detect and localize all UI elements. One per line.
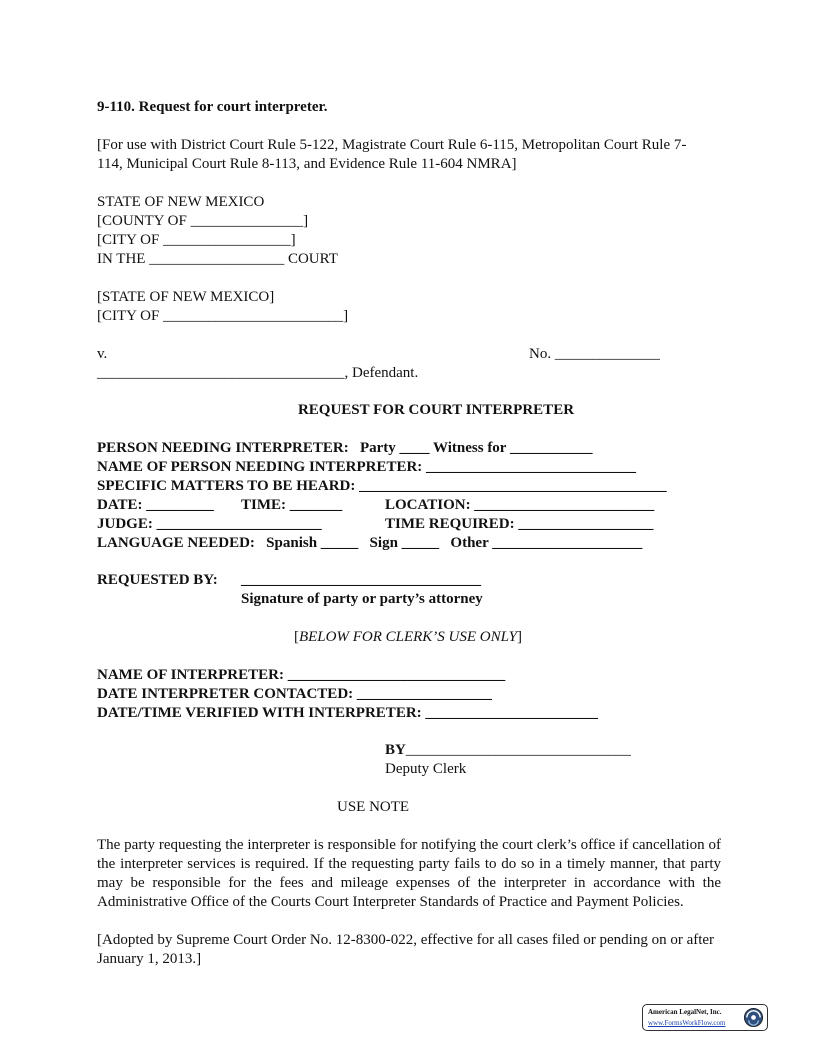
field-language-needed: LANGUAGE NEEDED: Spanish _____ Sign _____ Other ____________________ — [97, 535, 643, 551]
use-note-heading: USE NOTE — [337, 799, 410, 815]
clerk-field-date-contacted: DATE INTERPRETER CONTACTED: __________________ — [97, 686, 492, 702]
caption-plaintiff-state: [STATE OF NEW MEXICO] — [97, 289, 275, 305]
clerk-field-name-interpreter: NAME OF INTERPRETER: _____________________________ — [97, 667, 506, 683]
field-specific-matters: SPECIFIC MATTERS TO BE HEARD: _________________________________________ — [97, 478, 667, 494]
case-number: No. ______________ — [529, 346, 660, 362]
clerk-title: Deputy Clerk — [385, 761, 467, 777]
clerk-header-open: [ — [293, 629, 299, 645]
field-name-person: NAME OF PERSON NEEDING INTERPRETER: ____________________________ — [97, 459, 637, 475]
clerk-header-close: ] — [517, 629, 523, 645]
caption-state: STATE OF NEW MEXICO — [97, 194, 265, 210]
footer-badge[interactable] — [642, 1004, 768, 1031]
use-note-paragraph: The party requesting the interpreter is responsible for notifying the court clerk’s office if cancellation of the interpreter services is required. If the requesting party fails to do so in a timely manner, that party may be responsible for the fees and mileage expenses of the interpreter in accordance with the Administrative Office of the Courts Court Interpreter Standards of Practice and Payment Policies. — [97, 837, 721, 910]
caption-county: [COUNTY OF _______________] — [97, 213, 309, 229]
form-title: 9-110. Request for court interpreter. — [97, 99, 328, 115]
usage-note-line-1: [For use with District Court Rule 5-122, Magistrate Court Rule 6-115, Metropolitan Court Rule 7- — [97, 137, 687, 153]
requested-by-line: ________________________________ — [241, 572, 481, 588]
clerk-field-verified: DATE/TIME VERIFIED WITH INTERPRETER: _______________________ — [97, 705, 598, 721]
caption-plaintiff-city: [CITY OF ________________________] — [97, 308, 349, 324]
caption-city: [CITY OF _________________] — [97, 232, 296, 248]
clerk-use-header — [0, 628, 816, 647]
by-label: BY — [385, 742, 406, 758]
badge-company: American LegalNet, Inc. — [648, 1008, 722, 1016]
field-judge: JUDGE: ______________________ — [97, 516, 322, 532]
field-date: DATE: _________ — [97, 497, 214, 513]
globe-logo-icon — [743, 1007, 764, 1028]
field-time-required: TIME REQUIRED: __________________ — [385, 516, 654, 532]
clerk-header-text: BELOW FOR CLERK’S USE ONLY — [298, 629, 518, 645]
field-time: TIME: _______ — [241, 497, 343, 513]
document-heading: REQUEST FOR COURT INTERPRETER — [297, 402, 575, 418]
signature-caption: Signature of party or party’s attorney — [241, 591, 483, 607]
caption-versus: v. — [97, 346, 108, 362]
usage-note-line-2: 114, Municipal Court Rule 8-113, and Evidence Rule 11-604 NMRA] — [97, 156, 517, 172]
field-location: LOCATION: ________________________ — [385, 497, 655, 513]
caption-court: IN THE __________________ COURT — [97, 251, 338, 267]
clerk-signature-by — [385, 741, 631, 760]
adopted-note: [Adopted by Supreme Court Order No. 12-8300-022, effective for all cases filed or pending on or after January 1, 2013.] — [97, 932, 715, 967]
by-line: ______________________________ — [405, 742, 631, 758]
caption-defendant: _________________________________, Defendant. — [97, 365, 419, 381]
requested-by-label: REQUESTED BY: — [97, 572, 218, 588]
badge-url[interactable]: www.FormsWorkFlow.com — [648, 1019, 726, 1027]
field-person-needing-interpreter: PERSON NEEDING INTERPRETER: Party ____ Witness for ___________ — [97, 440, 593, 456]
